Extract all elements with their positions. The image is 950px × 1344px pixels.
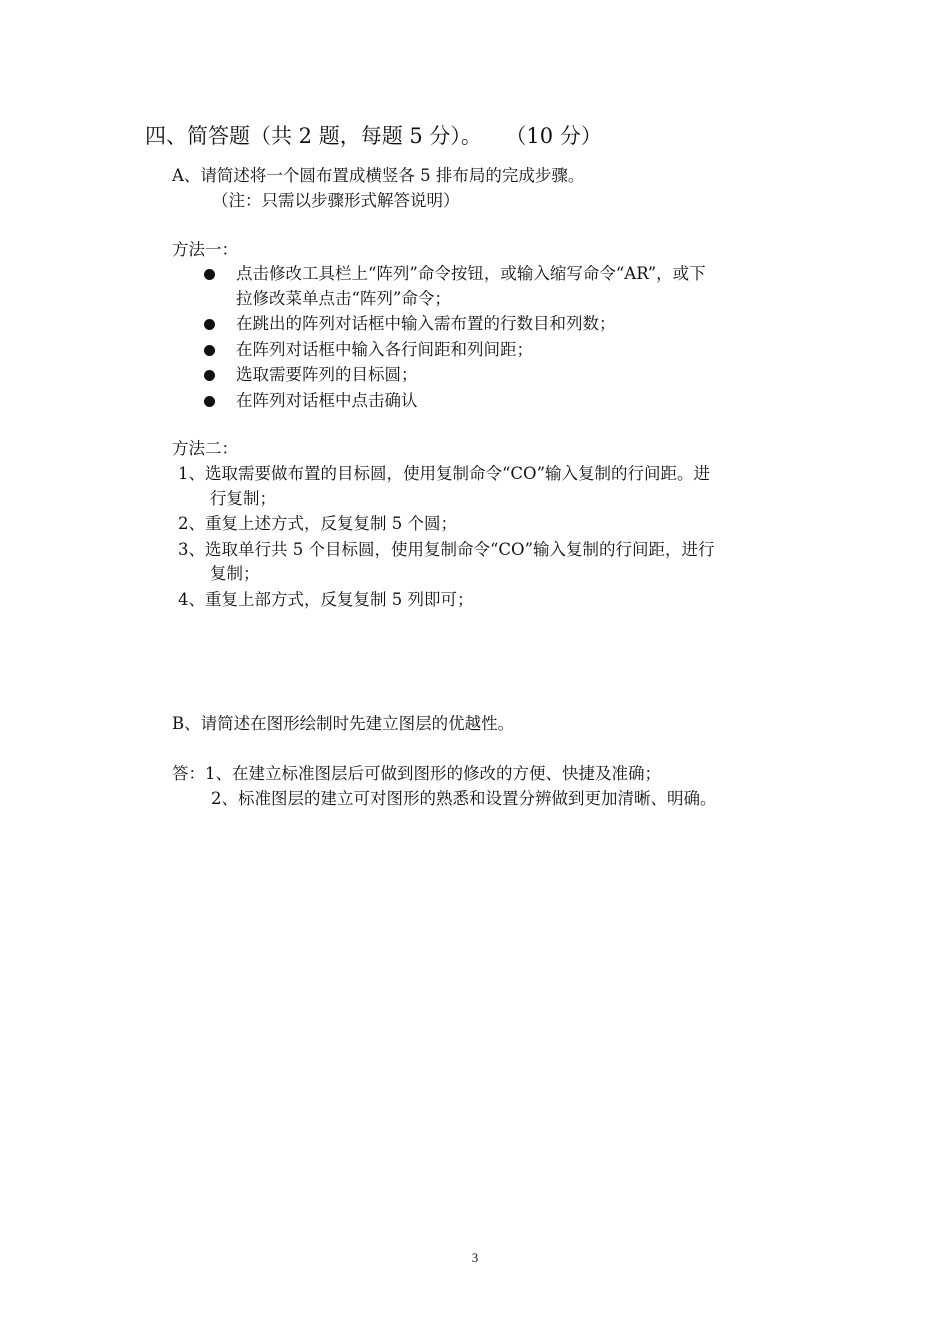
step-text: 在跳出的阵列对话框中输入需布置的行数目和列数； — [236, 314, 616, 333]
bullet-icon — [204, 370, 215, 381]
question-b-answer-line-2: 2、标准图层的建立可对图形的熟悉和设置分辨做到更加清晰、明确。 — [211, 789, 717, 808]
list-item — [203, 262, 823, 311]
step-text-continued: 行复制； — [210, 488, 276, 508]
section-heading — [145, 122, 602, 150]
bullet-icon — [204, 269, 215, 280]
step-text: 在阵列对话框中输入各行间距和列间距； — [236, 339, 533, 359]
step-text: 点击修改工具栏上“阵列”命令按钮，或输入缩写命令“AR”，或下 拉修改菜单点击“阵列”命令； — [236, 264, 706, 308]
list-item — [203, 312, 823, 337]
list-item — [203, 338, 823, 363]
method-one-label: 方法一： — [172, 240, 238, 259]
question-a-note: （注：只需以步骤形式解答说明） — [212, 191, 460, 210]
section-title-text: 四、简答题（共 2 题，每题 5 分）。 — [145, 124, 482, 148]
method-two-steps — [178, 462, 818, 613]
question-b-prompt: B、请简述在图形绘制时先建立图层的优越性。 — [172, 714, 515, 733]
method-two-label: 方法二： — [172, 439, 238, 458]
step-text: 4、重复上部方式，反复复制 5 列即可； — [178, 589, 474, 609]
step-text: 2、重复上述方式，反复复制 5 个圆； — [178, 514, 457, 533]
list-item — [178, 538, 818, 587]
list-item — [203, 363, 823, 388]
step-text-continued: 复制； — [210, 564, 260, 583]
bullet-icon — [204, 396, 215, 407]
list-item — [178, 462, 818, 511]
bullet-icon — [204, 345, 215, 356]
step-text: 1、选取需要做布置的目标圆，使用复制命令“CO”输入复制的行间距。进 — [178, 464, 711, 483]
list-item — [178, 512, 818, 537]
question-a-prompt: A、请简述将一个圆布置成横竖各 5 排布局的完成步骤。 — [172, 166, 585, 185]
section-score: （10 分） — [515, 124, 602, 148]
method-one-steps — [203, 262, 823, 414]
step-text: 选取需要阵列的目标圆； — [236, 365, 418, 384]
step-text: 3、选取单行共 5 个目标圆，使用复制命令“CO”输入复制的行间距，进行 — [178, 539, 715, 559]
step-text: 在阵列对话框中点击确认 — [236, 390, 418, 410]
list-item — [178, 588, 818, 613]
bullet-icon — [204, 319, 215, 330]
page-number: 3 — [471, 1250, 479, 1265]
list-item — [203, 389, 823, 414]
question-b-answer-line-1: 答：1、在建立标准图层后可做到图形的修改的方便、快捷及准确； — [172, 764, 661, 783]
